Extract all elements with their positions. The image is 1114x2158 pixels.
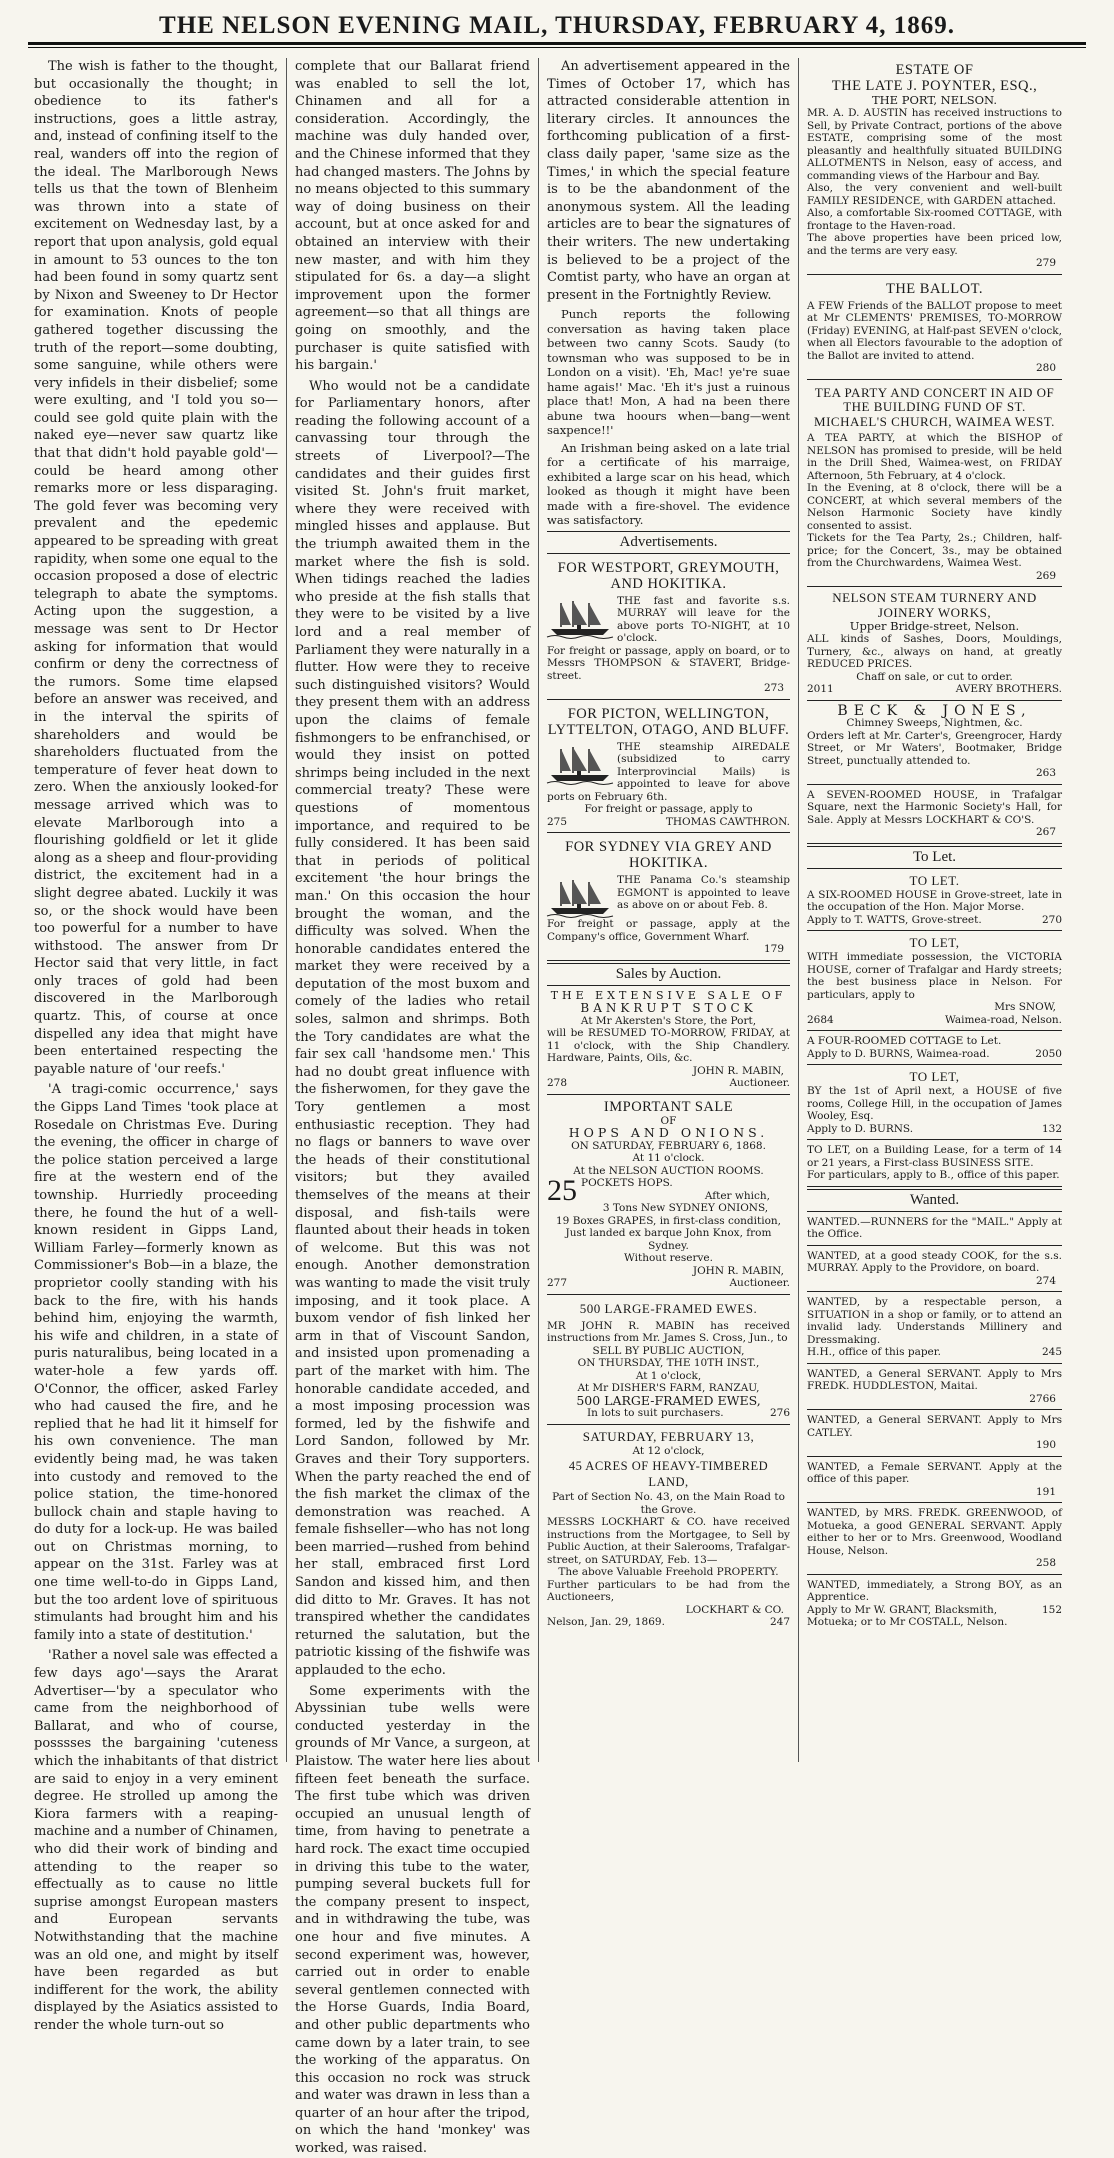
ad-seven-roomed — [807, 785, 1062, 844]
ad-wanted-3 — [807, 1292, 1062, 1364]
ad-saturday-l3: 45 ACRES OF HEAVY-TIMBERED LAND, — [568, 1459, 769, 1490]
ad-bankrupt-body: will be RESUMED TO-MORROW, FRIDAY, at 11 o'clock, with the Ship Chandlery. Hardware, Paints, Oils, &c. — [547, 1027, 790, 1065]
ad-hops-l7: POCKETS HOPS. — [581, 1177, 673, 1190]
ad-tea-title: TEA PARTY AND CONCERT IN AID OF THE BUILDING FUND OF ST. MICHAEL'S CHURCH, WAIMEA WEST. — [814, 384, 1055, 429]
ad-estate-body: MR. A. D. AUSTIN has received instructions to Sell, by Private Contract, portions of the above ESTATE, comprising some of the most pleasantly and healthfully situated BUILDING ALLOTMENTS in Nelson, easy of access, and commanding views of the Harbour and Bay. — [807, 107, 1062, 182]
column-3 — [538, 58, 798, 1762]
ad-let-3 — [807, 1031, 1062, 1065]
ad-seven-body: A SEVEN-ROOMED HOUSE, in Trafalgar Square, next the Harmonic Society's Hall, for Sale. Apply at Messrs LOCKHART & CO'S. — [807, 788, 1062, 826]
ad-let1-title: TO LET. — [909, 872, 960, 888]
ad-w6-number: 191 — [1035, 1485, 1056, 1498]
ad-picton — [547, 700, 790, 834]
ad-wanted-6 — [807, 1457, 1062, 1504]
article-marlborough-gold: The wish is father to the thought, but occasionally the thought; in obedience to its father's instructions, goes a little astray, and, instead of confining itself to the real, wanders off into the region of the ideal. The Marlborough News tells us that the town of Blenheim was thrown into a state of excitement on Wednesday last, by a report that upon analysis, gold equal in amount to 53 ounces to the ton had been found in somy quartz sent by Nixon and Sweeney to Dr Hector for examination. Knots of people gathered together discussing the truth of the report—some doubting, some sanguine, while others were very infidels in their disbelief; some were exulting, and 'I told you so—could see gold quite plain with the naked eye—never saw quartz like that that didn't hold payable gold'—could be heard among other remarks more or less disparaging. The gold fever was becoming very prevalent and the epedemic appeared to be spreading with great rapidity, when some one equal to the occasion proposed a dose of electric telegraph to abate the symptoms. Acting upon the suggestion, a message was sent to Dr Hector asking for information that would confirm or deny the correctness of the rumors. Some time elapsed before an answer was received, and in the interval the spirits of shareholders and would be shareholders fluctuated from the temperature of fever heat down to zero. When the anxiously looked-for message arrived which was to elevate Marlborough into a flourishing goldfield or let it glide along as a sheep and flour-providing district, the excitement had in a slight degree abated. Luckily it was so, or the shock would have been too powerful for a number to have withstood. The answer from Dr Hector said that very little, in fact only traces of gold had been discovered in the Marlborough quartz. This, of course at once dispelled any idea that might have been entertained respecting the payable nature of 'our reefs.' — [34, 59, 278, 1077]
ad-let4-title: TO LET, — [909, 1069, 960, 1084]
ad-w1-body: WANTED.—RUNNERS for the "MAIL." Apply at the Office. — [807, 1215, 1062, 1240]
ad-bankrupt-number: 278 — [547, 1077, 568, 1090]
ad-ewes-l5: 500 LARGE-FRAMED EWES, — [576, 1392, 761, 1408]
ad-let2-signature: Mrs SNOW, — [994, 1001, 1056, 1013]
ad-w2-number: 274 — [1035, 1274, 1056, 1287]
ad-w6-body: WANTED, a Female SERVANT. Apply at the office of this paper. — [807, 1460, 1062, 1485]
ad-ballot-title: THE BALLOT. — [885, 280, 984, 297]
ad-hops-block — [547, 1174, 790, 1208]
ad-beck-sub: Chimney Sweeps, Nightmen, &c. — [846, 717, 1023, 729]
ad-bankrupt-l1: THE EXTENSIVE SALE OF — [550, 988, 787, 1002]
ad-westport-title: FOR WESTPORT, GREYMOUTH, AND HOKITIKA. — [557, 559, 780, 592]
masthead-rule-thick — [28, 42, 1086, 45]
ad-w3-number: 245 — [1041, 1346, 1062, 1358]
ad-let4-footer — [807, 1123, 1062, 1136]
ad-w7-number: 258 — [1035, 1557, 1056, 1569]
ad-saturday-l6: Further particulars to be had from the Auctioneers, — [547, 1578, 790, 1604]
ad-estate-body2: Also, the very convenient and well-built FAMILY RESIDENCE, with GARDEN attached. — [807, 182, 1062, 207]
ad-ewes-l1: SELL BY PUBLIC AUCTION, — [592, 1344, 745, 1357]
ad-ewes-number: 276 — [769, 1407, 790, 1420]
ad-estate-l1: ESTATE OF — [895, 62, 974, 78]
ad-let-5 — [807, 1140, 1062, 1187]
ad-tea-body2: In the Evening, at 8 o'clock, there will be a CONCERT, at which several members of the Nelson Harmonic Society have kindly consented to assist. — [807, 482, 1062, 532]
ad-saturday-l1: SATURDAY, FEBRUARY 13, — [582, 1428, 755, 1444]
ad-picton-footer — [547, 816, 790, 829]
to-let-heading: To Let. — [807, 846, 1062, 869]
ad-wanted-1 — [807, 1212, 1062, 1246]
ad-hops-l12: Without reserve. — [624, 1252, 713, 1265]
ad-hops-l8: After which, — [704, 1189, 770, 1202]
ad-hops-footer — [547, 1277, 790, 1290]
ad-tea-body3: Tickets for the Tea Party, 2s.; Children, half-price; for the Concert, 3s., may be obtained from the Churchwardens, Waimea West. — [807, 532, 1062, 569]
ad-tea-party — [807, 380, 1062, 588]
ad-estate-l3: THE PORT, NELSON. — [871, 93, 998, 107]
ad-w8-number: 152 — [1041, 1603, 1062, 1616]
ad-let2-title: TO LET, — [909, 935, 960, 950]
ad-let3-body2: Apply to D. BURNS, Waimea-road. — [807, 1047, 990, 1060]
auction-heading: Sales by Auction. — [547, 963, 790, 986]
ad-let3-footer — [807, 1048, 1062, 1061]
advertisements-heading: Advertisements. — [547, 531, 790, 554]
ad-let-4 — [807, 1065, 1062, 1140]
ad-steam-body2: Chaff on sale, or cut to order. — [856, 670, 1013, 683]
masthead: THE NELSON EVENING MAIL, THURSDAY, FEBRUARY 4, 1869. — [159, 12, 955, 39]
ad-saturday-date: Nelson, Jan. 29, 1869. — [547, 1616, 665, 1629]
article-gipps-land: 'A tragi-comic occurrence,' says the Gipps Land Times 'took place at Rosedale on Christmas Eve. During the evening, the officer in charge of the police station perceived a large fire at the western end of the township. Hurriedly proceeding there, he found the hut of a well-known resident in Gipps Land, William Farley—formerly known as Commissioner's Bob—in a blaze, the proprietor coolly standing with his back to the fire, with his hands behind him, enjoying the warmth, his wife and children, in a state of puris naturalibus, being located in a water-hole a few yards off. O'Connor, the officer, asked Farley who had caused the fire, and he replied that he had lit it himself for his own convenience. The man evidently being mad, he was taken into custody and removed to the police station, the time-honored bullock chain and staple having to do duty for a lock-up. He was bailed out on Christmas morning, to appear on the 31st. Farley was at one time well-to-do in Gipps Land, but the too ardent love of spirituous stimulants had brought him and his family into a state of destitution.' — [34, 1082, 278, 1643]
ad-let4-body: BY the 1st of April next, a HOUSE of five rooms, College Hill, in the occupation of James Wooley, Esq. — [807, 1085, 1062, 1122]
ad-ballot-number: 280 — [1035, 362, 1056, 374]
ad-saturday-l5: The above Valuable Freehold PROPERTY. — [558, 1566, 779, 1579]
article-tube-wells: Some experiments with the Abyssinian tube wells were conducted yesterday in the grounds of Mr Vance, a surgeon, at Plaistow. The water here lies about fifteen feet beneath the surface. The first tube which was driven occupied an unusual length of time, from having to penetrate a hard rock. The exact time occupied in driving this tube to the water, pumping several buckets full for the company present to inspect, and in withdrawing the tube, was one hour and five minutes. A second experiment was, however, carried out in order to enable several gentlemen connected with the Horse Guards, India Board, and other public departments who came down by a later train, to see the working of the apparatus. On this occasion no rock was struck and water was drawn in less than a quarter of an hour after the tripod, on which the hand 'monkey' was worked, was raised. — [295, 1683, 530, 2157]
column-1 — [34, 58, 286, 2033]
ad-let1-number: 270 — [1041, 913, 1062, 926]
ad-w5-body: WANTED, a General SERVANT. Apply to Mrs CATLEY. — [807, 1414, 1062, 1439]
ad-beck-jones — [807, 701, 1062, 785]
ad-hops-number: 277 — [547, 1277, 568, 1290]
ad-ewes-title: 500 LARGE-FRAMED EWES. — [579, 1300, 758, 1316]
ad-let4-body2: Apply to D. BURNS. — [807, 1122, 914, 1135]
ad-westport-body2: For freight or passage, apply on board, or to Messrs THOMPSON & STAVERT, Bridge-street. — [547, 644, 790, 682]
ad-saturday-land — [547, 1425, 790, 1633]
ad-let5-body2: For particulars, apply to B., office of this paper. — [807, 1169, 1060, 1181]
ad-wanted-7 — [807, 1503, 1062, 1575]
ad-w5-number: 190 — [1035, 1439, 1056, 1451]
ad-bankrupt-footer — [547, 1077, 790, 1090]
ad-w4-body: WANTED, a General SERVANT. Apply to Mrs FREDK. HUDDLESTON, Maitai. — [807, 1367, 1062, 1392]
ad-saturday-signature: LOCKHART & CO. — [685, 1603, 784, 1616]
ad-ballot — [807, 275, 1062, 380]
ad-let1-body2: Apply to T. WATTS, Grove-street. — [807, 913, 982, 926]
ad-saturday-l4: Part of Section No. 43, on the Main Road to the Grove. — [552, 1491, 785, 1516]
ad-saturday-number: 247 — [769, 1616, 790, 1629]
wanted-heading: Wanted. — [807, 1189, 1062, 1212]
ad-hops-l3: HOPS AND ONIONS. — [568, 1125, 769, 1141]
ad-westport — [547, 554, 790, 700]
ad-sydney-number: 179 — [763, 943, 784, 956]
ad-let-2 — [807, 931, 1062, 1031]
ad-picton-body: THE steamship AIREDALE (subsidized to carry Interprovincial Mails) is appointed to leave for above ports on February 6th. — [547, 740, 790, 803]
steamship-icon — [547, 876, 613, 918]
ad-hops-l1: IMPORTANT SALE — [603, 1098, 734, 1115]
article-ararat: 'Rather a novel sale was effected a few days ago'—says the Ararat Advertiser—'by a speculator who came from the neighborhood of Ballarat, and who of course, posssses the bargaining 'cuteness which the inhabitants of that district are said to enjoy in a very eminent degree. He strolled up among the Kiora farmers with a reaping-machine and a number of Chinamen, who did their work of binding and attending to the reaper so effectually as to cause no little suprise amongst European masters and European servants Notwithstanding that the machine was an old one, and might by itself have been regarded as but indifferent for the work, the ability displayed by the Asiatics assisted to render the whole turn-out so — [34, 1648, 278, 2033]
masthead-rule-thin — [28, 47, 1086, 48]
column-3-stories — [547, 58, 790, 528]
ad-picton-signature: THOMAS CAWTHRON. — [665, 815, 790, 828]
ad-wanted-8 — [807, 1575, 1062, 1633]
ad-beck-number: 263 — [1035, 767, 1056, 779]
ad-let4-number: 132 — [1041, 1122, 1062, 1135]
ad-w8-footer — [807, 1604, 1062, 1629]
ad-steam-footer — [807, 683, 1062, 696]
ad-estate-body4: The above properties have been priced low, and the terms are very easy. — [807, 232, 1062, 257]
ad-ballot-body: A FEW Friends of the BALLOT propose to meet at Mr CLEMENTS' PREMISES, TO-MORROW (Friday) EVENING, at Half-past SEVEN o'clock, when all Electors favourable to the adoption of the Ballot are invited to attend. — [807, 299, 1062, 362]
ad-let3-body: A FOUR-ROOMED COTTAGE to Let. — [807, 1035, 1002, 1047]
ad-ewes-body: MR JOHN R. MABIN has received instructions from Mr. James S. Cross, Jun., to — [547, 1319, 790, 1345]
ad-hops-l4: ON SATURDAY, FEBRUARY 6, 1868. — [571, 1139, 766, 1152]
ad-let1-footer — [807, 914, 1062, 927]
ad-let2-number: 2684 — [807, 1013, 834, 1026]
ad-estate — [807, 58, 1062, 275]
ad-steam-number: 2011 — [807, 683, 834, 695]
ad-hops-l9: 3 Tons New SYDNEY ONIONS, — [602, 1202, 769, 1215]
ad-w4-number: 2766 — [1029, 1392, 1056, 1405]
ad-w8-body2: Apply to Mr W. GRANT, Blacksmith, Motueka; or to Mr COSTALL, Nelson. — [807, 1603, 1008, 1628]
ad-estate-body3: Also, a comfortable Six-roomed COTTAGE, with frontage to the Haven-road. — [807, 207, 1062, 232]
ad-steam-turnery — [807, 587, 1062, 701]
ad-ewes-l6: In lots to suit purchasers. — [587, 1407, 724, 1420]
ad-beck-body: Orders left at Mr. Carter's, Greengrocer, Hardy Street, or Mr Waters', Bootmaker, Bridge Street, punctually attended to. — [807, 729, 1062, 767]
ad-ewes — [547, 1295, 790, 1425]
article-punch: Punch reports the following conversation as having taken place between two canny Scots. Saudy (to townsman who was supposed to be in London on a visit). 'Eh, Mac! ye're suae hame agais!' Mac. 'Eh it's just a ruinous place that! Mon, A had na been there abune twa hoours when—bang—went saxpence!!' — [547, 307, 790, 438]
ad-picton-title: FOR PICTON, WELLINGTON, LYTTELTON, OTAGO, AND BLUFF. — [547, 705, 790, 738]
ad-let2-body: WITH immediate possession, the VICTORIA HOUSE, corner of Trafalgar and Hardy streets; the best business place in Nelson. For particulars, apply to — [807, 951, 1062, 1001]
ad-hops-role: Auctioneer. — [729, 1277, 790, 1290]
ad-ewes-footer — [547, 1407, 790, 1420]
ad-wanted-2 — [807, 1246, 1062, 1293]
ad-hops-l11: Just landed ex barque John Knox, from Sydney. — [565, 1227, 772, 1252]
ad-steam-body: ALL kinds of Sashes, Doors, Mouldings, Turnery, &c., always on hand, at greatly REDUCED PRICES. — [807, 633, 1062, 670]
ad-let3-number: 2050 — [1035, 1047, 1062, 1060]
ad-bankrupt-signature: JOHN R. MABIN, — [692, 1064, 784, 1077]
steamship-icon — [547, 743, 613, 785]
ad-let2-signature2: Waimea-road, Nelson. — [944, 1013, 1062, 1026]
ad-bankrupt-l2: BANKRUPT STOCK — [580, 1001, 757, 1016]
ad-picton-body2: For freight or passage, apply to — [584, 803, 753, 816]
columns — [34, 58, 1094, 2157]
article-liverpool-canvass: Who would not be a candidate for Parliamentary honors, after reading the following account of a canvassing tour through the streets of Liverpool?—The candidates and their guides first visited St. John's fruit market, where they were received with mingled hisses and applause. But the triumph awaited them in the market where the fish is sold. When tidings reached the ladies who preside at the fish stalls that they were to be visited by a live lord and a real member of Parliament they were naturally in a flutter. How were they to receive such distinguished visitors? Would they present them with an address upon the claims of female fishmongers to be enfranchised, or would they insist on potted shrimps being included in the next commercial treaty? These were questions of momentous importance, and required to be fully considered. It has been said that in periods of political excitement 'the hour brings the man.' On this occasion the hour brought the woman, and the difficulty was solved. When the honorable candidates entered the market they were received by a deputation of the most buxom and comely of the ladies who retail soles, salmon and shrimps. Both the Tory candidates are what the fair sex call 'handsome men.' This had no doubt great influence with the fisherwomen, for they gave the Tory gentlemen a most enthusiastic reception. They had no flags or banners to wave over the heads of their constitutional visitors; but they availed themselves of the means at their disposal, and fish-tails were flaunted about their heads in token of welcome. But this was not enough. Another demonstration was wanting to made the visit truly imposing, and it took place. A buxom vendor of fish linked her arm in that of Viscount Sandon, and insisted upon promenading a part of the market with him. The honorable candidate acceded, and a most imposing procession was formed, led by the fishwife and Lord Sandon, followed by Mr. Graves and their Tory supporters. When the party reached the end of the fish market the climax of the demonstration was reached. A female fishseller—who has not long been married—rushed from behind her stall, embraced first Lord Sandon and kissed him, and then did ditto to Mr. Graves. It has not transpired whether the candidates returned the salutation, but the patriotic kissing of the fishwife was applauded to the echo. — [295, 378, 530, 1679]
ad-seven-number: 267 — [1035, 826, 1056, 838]
ad-hops-l2: OF — [660, 1114, 677, 1127]
ad-steam-signature: AVERY BROTHERS. — [955, 683, 1062, 695]
ad-w3-body2: H.H., office of this paper. — [807, 1346, 941, 1358]
ad-sydney — [547, 833, 790, 961]
ad-estate-l2: THE LATE J. POYNTER, ESQ., — [831, 78, 1038, 94]
ad-hops-l5: At 11 o'clock. — [632, 1152, 705, 1165]
ad-sydney-body2: For freight or passage, apply at the Company's office, Government Wharf. — [547, 918, 790, 943]
ad-let2-footer — [807, 1014, 1062, 1027]
ad-steam-title: NELSON STEAM TURNERY AND JOINERY WORKS, — [832, 590, 1037, 620]
ad-w7-body: WANTED, by MRS. FREDK. GREENWOOD, of Motueka, a good GENERAL SERVANT. Apply either to her or to Mrs. Greenwood, Woodland House, Nelson. — [807, 1507, 1062, 1557]
ad-sydney-title: FOR SYDNEY VIA GREY AND HOKITIKA. — [565, 839, 772, 872]
ad-saturday-footer — [547, 1616, 790, 1629]
column-4 — [798, 58, 1062, 1762]
ad-saturday-body: MESSRS LOCKHART & CO. have received instructions from the Mortgagee, to Sell by Public Auction, at their Salerooms, Trafalgar-street, on SATURDAY, Feb. 13— — [547, 1516, 790, 1566]
ad-saturday-l2: At 12 o'clock, — [632, 1444, 705, 1457]
ad-tea-body: A TEA PARTY, at which the BISHOP of NELSON has promised to preside, will be held in the Drill Shed, Waimea-west, on FRIDAY Afternoon, 5th February, at 4 o'clock. — [807, 432, 1062, 482]
article-irishman: An Irishman being asked on a late trial for a certificate of his marraige, exhibited a large scar on his head, which looked as though it might have been made with a fire-shovel. The evidence was satisfactory. — [547, 440, 790, 528]
ad-westport-number: 273 — [763, 682, 784, 695]
article-ararat-continued: complete that our Ballarat friend was enabled to sell the lot, Chinamen and all for a consideration. Accordingly, the machine was duly handed over, and the Chinese informed that they had changed masters. The Johns by no means objected to this summary way of doing business on their account, but at once asked for and obtained an interview with their new master, and with him they stipulated for 6s. a day—a slight improvement upon the former agreement—so that all things are going on smoothly, and the purchaser is quite satisfied with his bargain.' — [295, 59, 530, 374]
ad-w3-footer — [807, 1346, 1062, 1359]
ad-bankrupt-l3: At Mr Akersten's Store, the Port, — [580, 1014, 757, 1027]
ad-hops-l10: 19 Boxes GRAPES, in first-class condition, — [556, 1214, 781, 1227]
ad-w8-body: WANTED, immediately, a Strong BOY, as an Apprentice. — [807, 1578, 1062, 1603]
ad-bankrupt-role: Auctioneer. — [729, 1077, 790, 1090]
article-times-ad: An advertisement appeared in the Times of October 17, which has attracted considerable attention in literary circles. It announces the forthcoming publication of a first-class daily paper, 'same size as the Times,' in which the special feature is to be the abandonment of the anonymous system. All the leading articles are to bear the signatures of their writers. The new undertaking is believed to be a project of the Comtist party, who have an organ at present in the Fortnightly Review. — [547, 59, 790, 303]
ad-wanted-5 — [807, 1410, 1062, 1457]
ad-bankrupt-stock — [547, 986, 790, 1095]
ad-ewes-l4: At Mr DISHER'S FARM, RANZAU, — [577, 1382, 760, 1395]
ad-hops-onions — [547, 1095, 790, 1295]
ad-hops-big-number: 25 — [547, 1174, 577, 1208]
ad-tea-number: 269 — [1035, 569, 1056, 582]
ad-hops-l6: At the NELSON AUCTION ROOMS. — [573, 1164, 764, 1177]
steamship-icon — [547, 597, 613, 639]
ad-let-1 — [807, 869, 1062, 932]
ad-wanted-4 — [807, 1364, 1062, 1411]
ad-sydney-body: THE Panama Co.'s steamship EGMONT is appointed to leave as above on or about Feb. 8. — [617, 874, 790, 912]
ad-estate-number: 279 — [1035, 257, 1056, 269]
ad-westport-body: THE fast and favorite s.s. MURRAY will leave for the above ports TO-NIGHT, at 10 o'clock. — [617, 594, 790, 645]
ad-w3-body: WANTED, by a respectable person, a SITUATION in a shop or family, or to attend an invalid lady. Understands Millinery and Dressmaking. — [807, 1296, 1062, 1346]
ad-hops-signature: JOHN R. MABIN, — [692, 1264, 784, 1277]
ad-ewes-l3: At 1 o'clock, — [635, 1369, 702, 1382]
column-2 — [286, 58, 538, 2157]
ad-ewes-l2: ON THURSDAY, THE 10TH INST., — [577, 1357, 760, 1370]
ad-let5-body: TO LET, on a Building Lease, for a term of 14 or 21 years, a First-class BUSINESS SITE. — [807, 1144, 1062, 1169]
ad-beck-title: BECK & JONES, — [837, 702, 1032, 719]
ad-w2-body: WANTED, at a good steady COOK, for the s.s. MURRAY. Apply to the Providore, on board. — [807, 1249, 1062, 1274]
ad-let1-body: A SIX-ROOMED HOUSE in Grove-street, late in the occupation of the Hon. Major Morse. — [807, 888, 1062, 913]
ad-steam-sub: Upper Bridge-street, Nelson. — [849, 619, 1020, 633]
ad-picton-number: 275 — [547, 815, 568, 828]
